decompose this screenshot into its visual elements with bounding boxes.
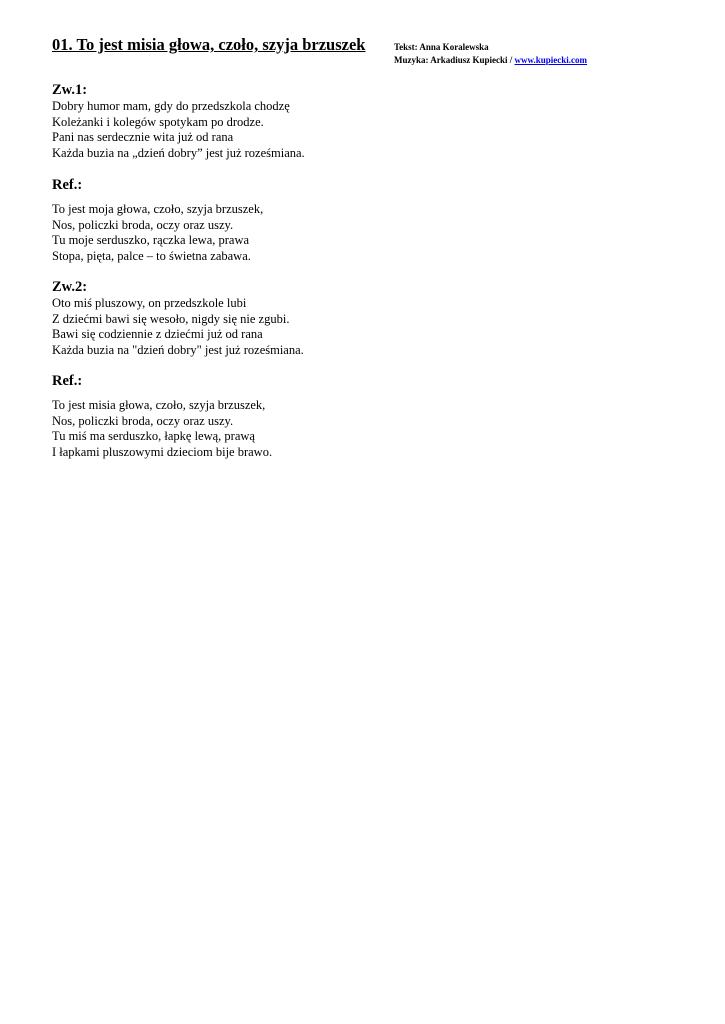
lyric-line: Koleżanki i kolegów spotykam po drodze. (52, 114, 264, 129)
section-heading: Zw.2: (52, 279, 88, 295)
verse-1 (52, 82, 612, 161)
song-title: 01. To jest misia głowa, czoło, szyja brzuszek (52, 35, 366, 54)
section-heading: Ref.: (52, 177, 83, 193)
verse-2 (52, 279, 612, 358)
music-author-line (394, 54, 587, 67)
lyric-line: Stopa, pięta, palce – to świetna zabawa. (52, 248, 251, 263)
refrain-1 (52, 177, 612, 264)
website-link[interactable]: www.kupiecki.com (514, 54, 588, 65)
lyric-line: Oto miś pluszowy, on przedszkole lubi (52, 296, 247, 310)
lyric-line: To jest moja głowa, czoło, szyja brzuszek, (52, 202, 264, 216)
lyric-line: I łapkami pluszowymi dzieciom bije brawo. (52, 444, 273, 459)
lyrics-author: Tekst: Anna Koralewska (394, 42, 489, 52)
section-heading: Zw.1: (52, 82, 88, 98)
lyric-line: Bawi się codziennie z dziećmi już od rana (52, 327, 263, 342)
music-author: Muzyka: Arkadiusz Kupiecki / (394, 54, 515, 65)
lyric-line: Każda buzia na "dzień dobry" jest już roześmiana. (52, 342, 304, 357)
lyric-line: Nos, policzki broda, oczy oraz uszy. (52, 217, 234, 232)
lyric-line: Pani nas serdecznie wita już od rana (52, 130, 234, 145)
lyric-line: Tu moje serduszko, rączka lewa, prawa (52, 233, 250, 248)
credits-block (394, 41, 587, 66)
lyric-line: Nos, policzki broda, oczy oraz uszy. (52, 413, 234, 428)
lyric-line: Każda buzia na „dzień dobry” jest już roześmiana. (52, 145, 305, 160)
lyric-line: Dobry humor mam, gdy do przedszkola chodzę (52, 99, 290, 113)
section-lines (52, 398, 612, 460)
section-lines (52, 202, 612, 264)
lyric-line: Z dziećmi bawi się wesoło, nigdy się nie zgubi. (52, 311, 290, 326)
section-lines (52, 296, 612, 358)
section-heading: Ref.: (52, 373, 83, 389)
lyric-line: To jest misia głowa, czoło, szyja brzuszek, (52, 398, 266, 412)
lyric-line: Tu miś ma serduszko, łapkę lewą, prawą (52, 429, 255, 444)
section-lines (52, 99, 612, 161)
refrain-2 (52, 373, 612, 460)
